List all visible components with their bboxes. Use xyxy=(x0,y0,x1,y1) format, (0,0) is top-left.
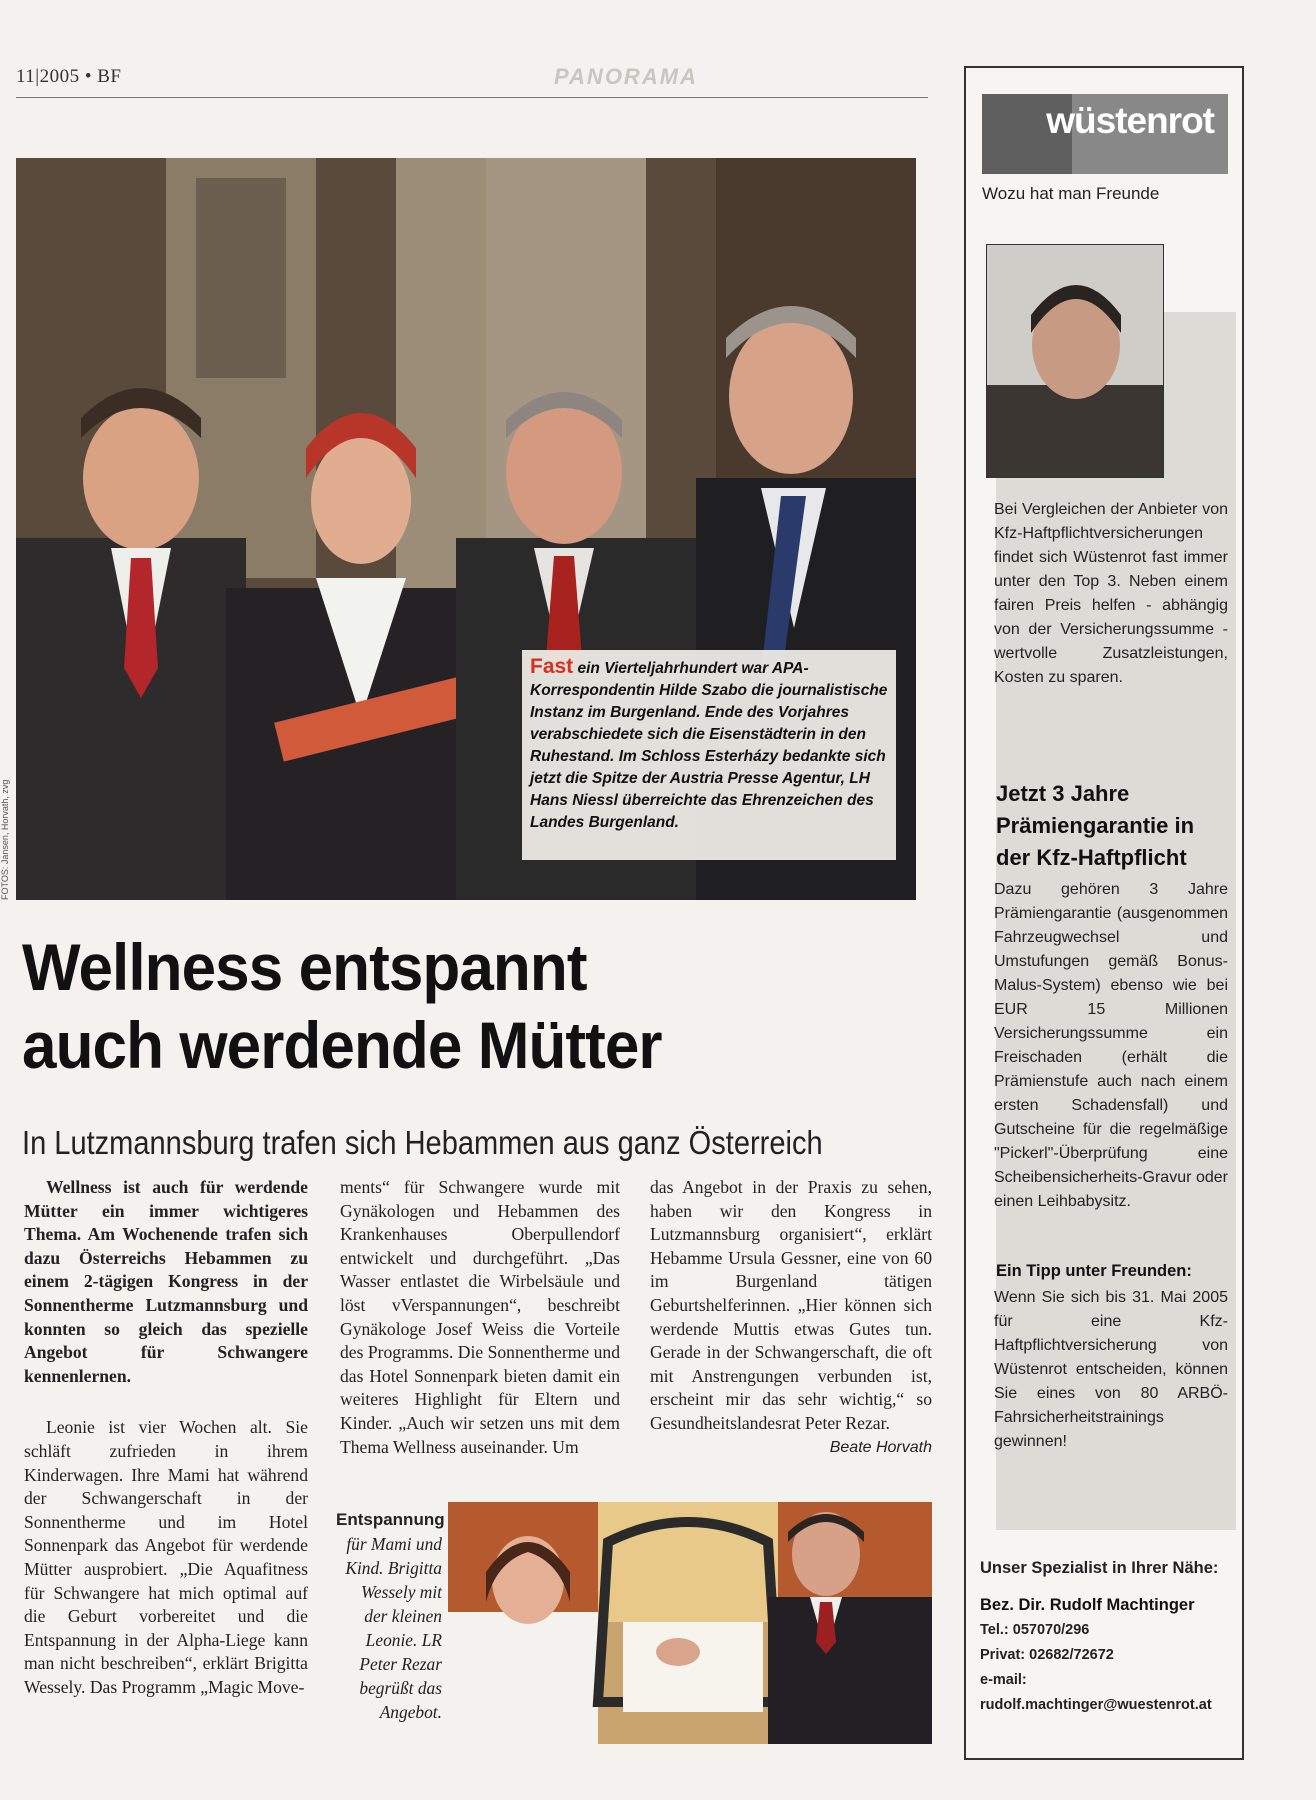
article-column-2 xyxy=(340,1176,620,1459)
caption2-text: für Mami und Kind. Brigitta Wessely mit der kleinen Leonie. LR Peter Rezar begrüßt das Angebot. xyxy=(345,1534,442,1722)
article-text-2: ments“ für Schwangere wurde mit Gynäkologen und Hebammen des Krankenhauses Oberpullendorf entwickelt und durchgeführt. „Das Wasser entlastet die Wirbelsäule und löst vVerspannungen“, beschreibt Gynäkologe Josef Weiss die Vorteile des Programms. Die Sonnentherme und das Hotel Sonnenpark bieten damit ein weiteres Highlight für Eltern und Kinder. „Auch wir setzen uns mit dem Thema Wellness auseinander. Um xyxy=(340,1177,620,1457)
ad-specialist-label: Unser Spezialist in Ihrer Nähe: xyxy=(980,1559,1219,1577)
advertisement xyxy=(964,66,1244,1760)
second-photo xyxy=(448,1502,932,1744)
ad-contact-email-label: e-mail: xyxy=(980,1672,1027,1688)
issue-label: 11|2005 • BF xyxy=(16,66,122,87)
article-column-1 xyxy=(24,1176,308,1699)
article-column-3 xyxy=(650,1176,932,1459)
headline xyxy=(22,928,868,1084)
ad-tip-text: Wenn Sie sich bis 31. Mai 2005 für eine Kfz-Haftpflichtversicherung von Wüstenrot entscheiden, können Sie eines von 80 ARBÖ-Fahrsicherheitstrainings gewinnen! xyxy=(994,1289,1228,1450)
wuestenrot-logo xyxy=(982,94,1228,174)
ad-contact xyxy=(980,1556,1242,1718)
ad-intro-text: Bei Vergleichen der Anbieter von Kfz-Haftpflichtversicherungen findet sich Wüstenrot fast immer unter den Top 3. Neben einem fairen Preis helfen - abhängig von der Versicherungssumme - wertvolle Zusatzleistungen, Kosten zu sparen. xyxy=(994,501,1228,686)
article-text-3: das Angebot in der Praxis zu sehen, haben wir den Kongress in Lutzmannsburg organisiert“, erklärt Hebamme Ursula Gessner, eine von 60 im Burgenland tätigen Geburtshelferinnen. „Hier können sich werdende Muttis etwas Gutes tun. Gerade in der Schwangerschaft, die oft mit Anstrengungen verbunden ist, erscheint mir das sehr wichtig,“ so Gesundheitslandesrat Peter Rezar. xyxy=(650,1177,932,1433)
ad-contact-email[interactable]: rudolf.machtinger@wuestenrot.at xyxy=(980,1697,1212,1713)
ad-slogan: Wozu hat man Freunde xyxy=(982,184,1160,203)
page-header xyxy=(16,64,928,98)
subheadline: In Lutzmannsburg trafen sich Hebammen aus ganz Österreich xyxy=(22,1124,823,1161)
caption-text: ein Vierteljahrhundert war APA-Korrespondentin Hilde Szabo die journalistische Instanz im Burgenland. Ende des Vorjahres verabschiedete sich die Eisenstädterin in den Ruhestand. Im Schloss Esterházy bedankte sich jetzt die Spitze der Austria Presse Agentur, LH Hans Niessl überreichte das Ehrenzeichen des Landes Burgenland. xyxy=(530,660,888,831)
article-text-1: Leonie ist vier Wochen alt. Sie schläft zufrieden in ihrem Kinderwagen. Ihre Mami hat während der Schwangerschaft in der Sonnentherme und im Hotel Sonnenpark das Angebot für werdende Mütter ausprobiert. „Die Aquafitness für Schwangere hat mich optimal auf die Geburt vorbereitet und die Entspannung in der Alpha-Liege kann man nicht beschreiben“, erklärt Brigitta Wessely. Das Programm „Magic Move- xyxy=(24,1417,308,1697)
ad-portrait-photo xyxy=(986,244,1164,478)
second-photo-illustration xyxy=(448,1502,932,1744)
ad-offer-text: Dazu gehören 3 Jahre Prämiengarantie (ausgenommen Fahrzeugwechsel und Umstufungen gemäß Bonus-Malus-System) ebenso wie bei EUR 15 Millionen Versicherungssumme ein Freischaden (erhält die Prämienstufe auch nach einem ersten Schadensfall) und Gutscheine für die regelmäßige "Pickerl"-Überprüfung eine Scheibensicherheits-Gravur oder einen Leihbabysitz. xyxy=(994,881,1228,1210)
section-title: PANORAMA xyxy=(554,64,698,89)
ad-contact-private-phone: Privat: 02682/72672 xyxy=(980,1647,1114,1663)
photo-credit: FOTOS: Jansen, Horvath, zvg xyxy=(0,779,10,900)
ad-portrait-illustration xyxy=(987,245,1164,478)
headline-line-2: auch werdende Mütter xyxy=(22,1008,662,1082)
byline: Beate Horvath xyxy=(829,1438,932,1456)
ad-subheading: Jetzt 3 Jahre Prämiengarantie in der Kfz-Haftpflicht xyxy=(996,781,1195,870)
headline-line-1: Wellness entspannt xyxy=(22,930,587,1004)
caption-lead: Fast xyxy=(530,655,574,678)
second-photo-caption xyxy=(336,1508,445,1724)
caption2-lead: Entspannung xyxy=(336,1510,445,1529)
logo-text: wüstenrot xyxy=(1046,100,1214,141)
ad-contact-phone: Tel.: 057070/296 xyxy=(980,1622,1090,1638)
main-photo-caption xyxy=(522,650,896,860)
article-lead: Wellness ist auch für werdende Mütter ein immer wichtigeres Thema. Am Wochenende trafen sich dazu Österreichs Hebammen zu einem 2-tägigen Kongress in der Sonnentherme Lutzmannsburg und konnten so gleich das spezielle Angebot für Schwangere kennenlernen. xyxy=(24,1177,308,1386)
ad-tip-title: Ein Tipp unter Freunden: xyxy=(996,1262,1192,1280)
ad-contact-name: Bez. Dir. Rudolf Machtinger xyxy=(980,1596,1195,1614)
